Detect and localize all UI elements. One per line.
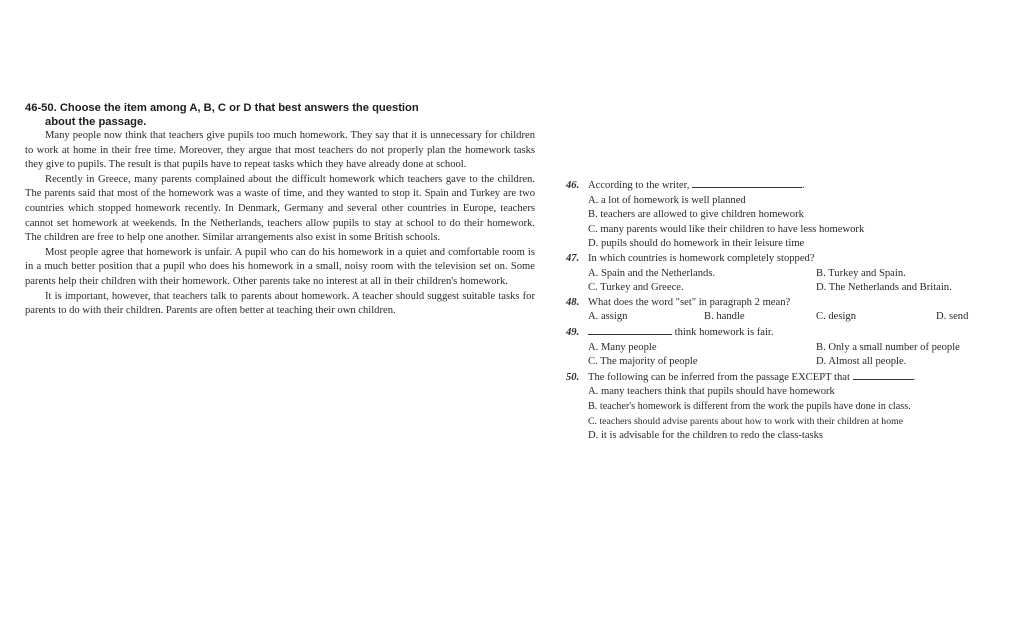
question-stem: According to the writer, bbox=[588, 180, 690, 191]
option-b: B. Only a small number of people bbox=[816, 341, 960, 353]
option-d: D. Almost all people. bbox=[816, 356, 907, 368]
question-number: 46. bbox=[566, 180, 580, 191]
paragraph-4: It is important, however, that teachers talk to parents about homework. A teacher should suggest suitable tasks for parents to do with their children. Parents are often better at teaching their own children. bbox=[25, 290, 535, 317]
question-stem: think homework is fair. bbox=[674, 326, 774, 338]
instruction-heading bbox=[25, 101, 535, 129]
option-c: C. The majority of people bbox=[588, 356, 698, 368]
option-a: A. assign bbox=[588, 311, 628, 323]
option-d: D. send bbox=[936, 311, 969, 323]
question-47 bbox=[566, 252, 1022, 296]
option-a: A. a lot of homework is well planned bbox=[588, 194, 746, 206]
question-number: 49. bbox=[566, 326, 580, 338]
question-number: 48. bbox=[566, 296, 580, 308]
option-a: A. Many people bbox=[588, 341, 657, 353]
paragraph-2: Recently in Greece, many parents complained about the difficult homework which teachers gave to the children. The parents said that most of the homework was a waste of time, and they wanted to stop it. Spain and Turkey are two countries which stopped homework recently. In Denmark, Germany and several other countries in Europe, teachers cannot set homework at weekends. In the Netherlands, teachers allow pupils to stay at school to do their homework. The children are free to help one another. Similar arrangements also exist in some British schools. bbox=[25, 173, 535, 244]
question-stem: What does the word "set" in paragraph 2 mean? bbox=[588, 296, 791, 308]
paragraph-1: Many people now think that teachers give pupils too much homework. They say that it is unnecessary for children to work at home in their free time. Moreover, they argue that most teachers do not properly plan the homework tasks they give to pupils. The result is that pupils have to repeat tasks which they have already done at school. bbox=[25, 130, 535, 171]
heading-line-1: 46-50. Choose the item among A, B, C or D that best answers the question bbox=[25, 102, 419, 114]
question-list bbox=[566, 178, 1022, 444]
option-a: A. many teachers think that pupils should have homework bbox=[588, 386, 835, 398]
question-46 bbox=[566, 178, 1022, 252]
question-end-mark: . bbox=[912, 371, 916, 383]
paragraph-3: Most people agree that homework is unfair. A pupil who can do his homework in a quiet and comfortable room is in a much better position that a pupil who does his homework in a small, noisy room with the television set on. Some parents help their children with their homework. Other parents take no interest at all in their children's homework. bbox=[25, 246, 535, 287]
heading-line-2: about the passage. bbox=[45, 116, 147, 128]
option-b: B. handle bbox=[704, 311, 745, 323]
question-49 bbox=[566, 325, 1022, 370]
question-number: 50. bbox=[566, 371, 580, 383]
option-d: D. it is advisable for the children to redo the class-tasks bbox=[588, 430, 824, 442]
option-b: B. teacher's homework is different from the work the pupils have done in class. bbox=[588, 400, 911, 412]
answer-blank bbox=[853, 370, 913, 380]
option-c: C. teachers should advise parents about how to work with their children at home bbox=[588, 415, 904, 427]
question-number: 47. bbox=[566, 252, 580, 264]
option-c: C. design bbox=[816, 311, 857, 323]
answer-blank bbox=[588, 325, 672, 335]
question-48 bbox=[566, 296, 1022, 325]
reading-passage bbox=[25, 101, 535, 319]
option-d: D. The Netherlands and Britain. bbox=[816, 282, 952, 294]
option-c: C. Turkey and Greece. bbox=[588, 282, 684, 294]
option-b: B. Turkey and Spain. bbox=[816, 267, 906, 279]
question-end-mark: . bbox=[802, 180, 805, 191]
question-stem: The following can be inferred from the passage EXCEPT that bbox=[588, 371, 850, 383]
question-50 bbox=[566, 370, 1022, 444]
option-d: D. pupils should do homework in their leisure time bbox=[588, 238, 805, 250]
answer-blank bbox=[692, 178, 802, 188]
question-stem: In which countries is homework completely stopped? bbox=[588, 252, 815, 264]
option-b: B. teachers are allowed to give children homework bbox=[588, 209, 804, 221]
option-c: C. many parents would like their children to have less homework bbox=[588, 223, 865, 235]
option-a: A. Spain and the Netherlands. bbox=[588, 267, 716, 279]
